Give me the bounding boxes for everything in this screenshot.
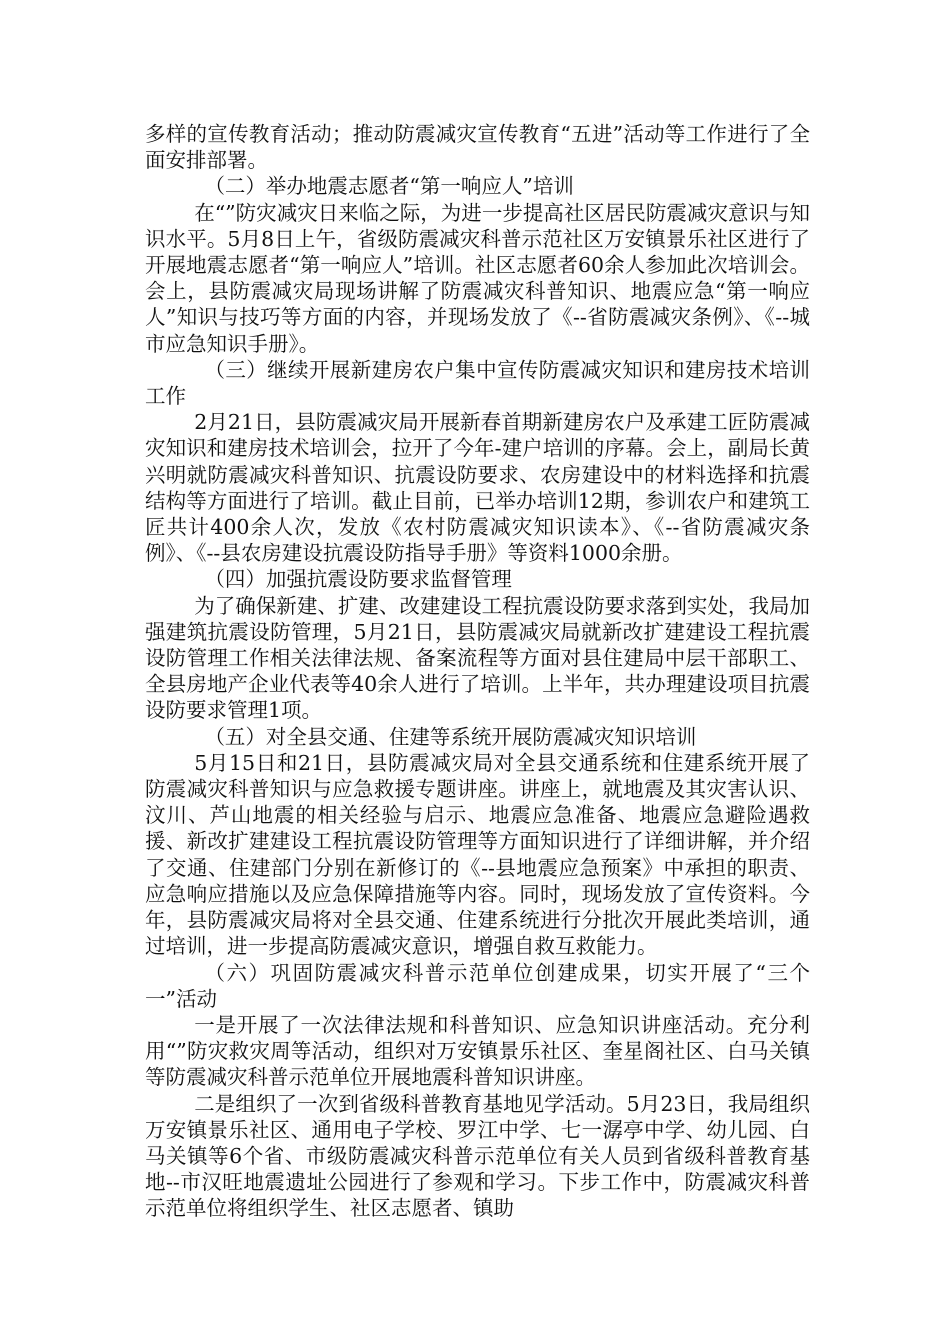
paragraph-transport-training: 5月15日和21日，县防震减灾局对全县交通系统和住建系统开展了防震减灾科普知识与应急救援专题讲座。讲座上，就地震及其灾害认识、汶川、芦山地震的相关经验与启示、地震应急准备、地震应急避险遇救援、新改扩建建设工程抗震设防管理等方面知识进行了详细讲解，并介绍了交通、住建部门分别在新修订的《--县地震应急预案》中承担的职责、应急响应措施以及应急保障措施等内容。同时，现场发放了宣传资料。今年，县防震减灾局将对全县交通、住建系统进行分批次开展此类培训，通过培训，进一步提高防震减灾意识，增强自救互救能力。 <box>145 750 810 959</box>
paragraph-volunteer-training: 在“”防灾减灾日来临之际，为进一步提高社区居民防震减灾意识与知识水平。5月8日上午，省级防震减灾科普示范社区万安镇景乐社区进行了开展地震志愿者“第一响应人”培训。社区志愿者60余人参加此次培训会。会上，县防震减灾局现场讲解了防震减灾科普知识、地震应急“第一响应人”知识与技巧等方面的内容，并现场发放了《--省防震减灾条例》、《--城市应急知识手册》。 <box>145 200 810 356</box>
document-page <box>145 121 810 1222</box>
section-heading-4: （四）加强抗震设防要求监督管理 <box>204 567 512 592</box>
section-heading-6: （六）巩固防震减灾科普示范单位创建成果，切实开展了“三个一”活动 <box>145 960 810 1011</box>
section-heading-3: （三）继续开展新建房农户集中宣传防震减灾知识和建房技术培训工作 <box>145 357 810 409</box>
paragraph-activity-one: 一是开展了一次法律法规和科普知识、应急知识讲座活动。充分利用“”防灾救灾周等活动，组织对万安镇景乐社区、奎星阁社区、白马关镇等防震减灾科普示范单位开展地震科普知识讲座。 <box>145 1012 810 1090</box>
paragraph-activity-two: 二是组织了一次到省级科普教育基地见学活动。5月23日，我局组织万安镇景乐社区、通用电子学校、罗江中学、七一潺亭中学、幼儿园、白马关镇等6个省、市级防震减灾科普示范单位有关人员到省级科普教育基地--市汉旺地震遗址公园进行了参观和学习。下步工作中，防震减灾科普示范单位将组织学生、社区志愿者、镇助 <box>145 1091 810 1221</box>
paragraph-farmer-training: 2月21日，县防震减灾局开展新春首期新建房农户及承建工匠防震减灾知识和建房技术培训会，拉开了今年-建户培训的序幕。会上，副局长黄兴明就防震减灾科普知识、抗震设防要求、农房建设中的材料选择和抗震结构等方面进行了培训。截止目前，已举办培训12期，参训农户和建筑工匠共计400余人次，发放《农村防震减灾知识读本》、《--省防震减灾条例》、《--县农房建设抗震设防指导手册》等资料1000余册。 <box>145 410 810 566</box>
section-heading-5: （五）对全县交通、住建等系统开展防震减灾知识培训 <box>204 724 697 749</box>
paragraph-supervision: 为了确保新建、扩建、改建建设工程抗震设防要求落到实处，我局加强建筑抗震设防管理，5月21日，县防震减灾局就新改扩建建设工程抗震设防管理工作相关法律法规、备案流程等方面对县住建局中层干部职工、全县房地产企业代表等40余人进行了培训。上半年，共办理建设项目抗震设防要求管理1项。 <box>145 593 810 723</box>
section-heading-2: （二）举办地震志愿者“第一响应人”培训 <box>204 174 574 199</box>
paragraph-continued: 多样的宣传教育活动；推动防震减灾宣传教育“五进”活动等工作进行了全面安排部署。 <box>145 122 810 173</box>
